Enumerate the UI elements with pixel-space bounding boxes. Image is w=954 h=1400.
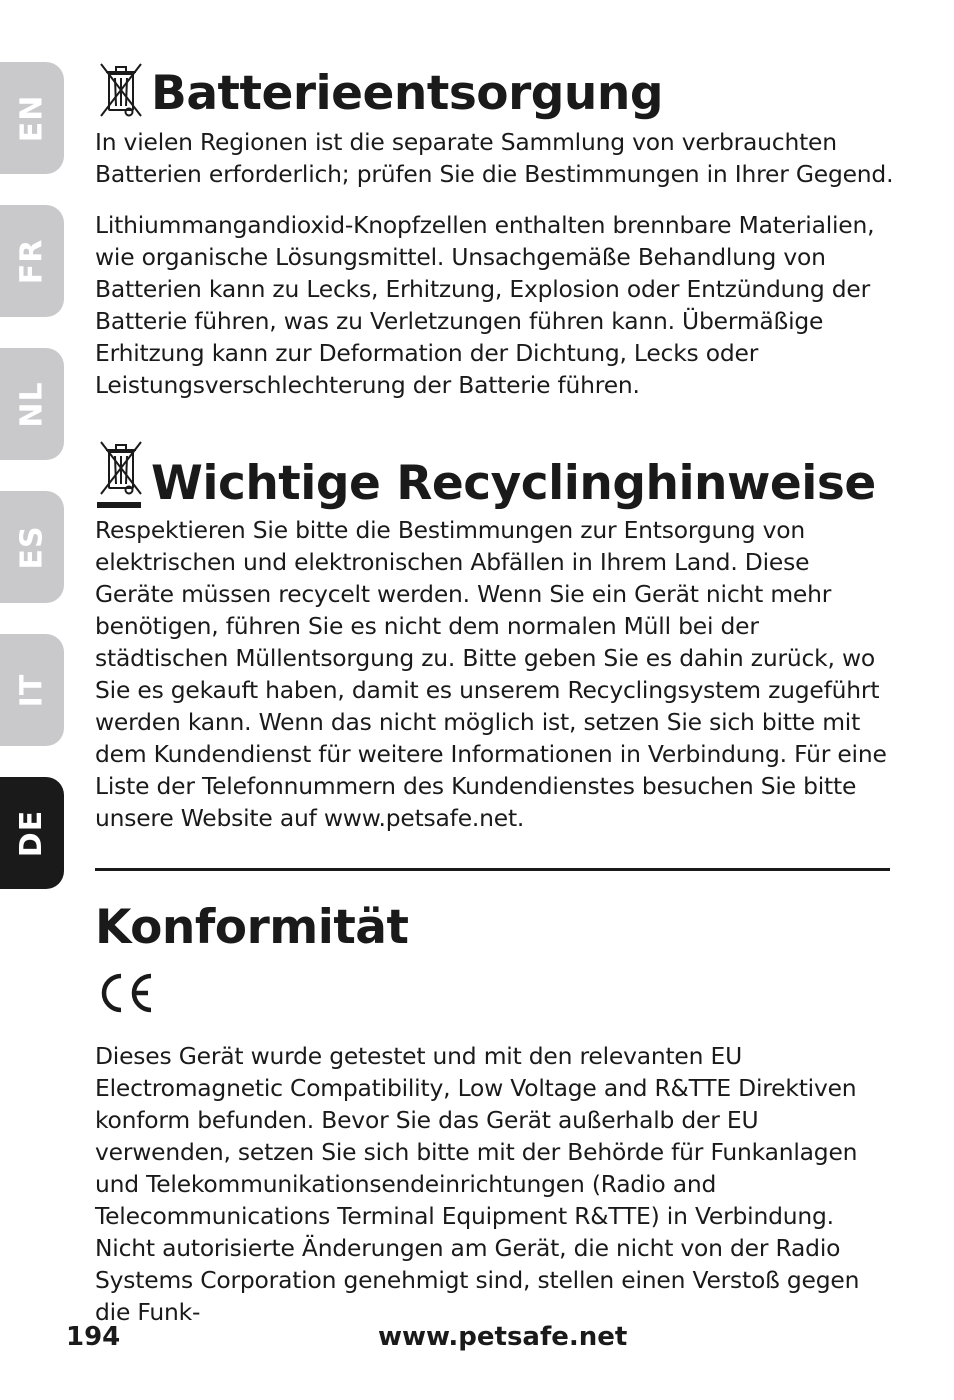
crossed-bin-icon [95,60,147,120]
page-number: 194 [66,1322,121,1352]
tab-label: ES [14,524,50,570]
recycling-heading [95,440,876,510]
section-divider [95,868,890,871]
tab-en[interactable] [0,62,64,174]
section-title: Konformität [95,900,409,955]
crossed-bin-underlined-icon [95,440,147,510]
conformity-paragraph: Dieses Gerät wurde getestet und mit den relevanten EU Electromagnetic Compatibility, Low Voltage and R&TTE Direktiven konform befunden. Bevor Sie das Gerät außerhalb der EU verwenden, setzen Sie sich bitte mit der Behörde für Funkanlagen und Telekommunikationsendeinrichtungen (Radio and Telecommunications Terminal Equipment R&TTE) in Verbindung. Nicht autorisierte Änderungen am Gerät, die nicht von der Radio Systems Corporation genehmigt sind, stellen einen Verstoß gegen die Funk- [95,1042,860,1326]
tab-de[interactable] [0,777,64,889]
tab-label: DE [14,809,50,857]
tab-es[interactable] [0,491,64,603]
tab-fr[interactable] [0,205,64,317]
tab-nl[interactable] [0,348,64,460]
section-title: Batterieentsorgung [151,66,663,121]
battery-disposal-heading [95,60,663,120]
battery-paragraph-2: Lithiummangandioxid-Knopfzellen enthalten brennbare Materialien, wie organische Lösungsmittel. Unsachgemäße Behandlung von Batterien kann zu Lecks, Erhitzung, Explosion oder Entzündung der Batterie führen, was zu Verletzungen führen kann. Übermäßige Erhitzung kann zur Deformation der Dichtung, Lecks oder Leistungsverschlechterung der Batterie führen. [95,211,875,399]
battery-paragraph-1: In vielen Regionen ist die separate Sammlung von verbrauchten Batterien erforderlich; prüfen Sie die Bestimmungen in Ihrer Gegend. [95,128,894,188]
tab-it[interactable] [0,634,64,746]
tab-label: IT [14,673,50,707]
ce-mark-icon [95,970,155,1016]
tab-label: FR [14,238,50,284]
footer-website-link[interactable]: www.petsafe.net [378,1322,628,1352]
conformity-heading [95,902,409,954]
tab-label: NL [14,380,50,428]
recycling-paragraph: Respektieren Sie bitte die Bestimmungen zur Entsorgung von elektrischen und elektronischen Abfällen in Ihrem Land. Diese Geräte müssen recycelt werden. Wenn Sie ein Gerät nicht mehr benötigen, führen Sie es nicht dem normalen Müll bei der städtischen Müllentsorgung zu. Bitte geben Sie es dahin zurück, wo Sie es gekauft haben, damit es unserem Recyclingsystem zugeführt werden kann. Wenn das nicht möglich ist, setzen Sie sich bitte mit dem Kundendienst für weitere Informationen in Verbindung. Für eine Liste der Telefonnummern des Kundendienstes besuchen Sie bitte unsere Website auf www.petsafe.net. [95,516,887,832]
tab-label: EN [14,94,50,142]
section-title: Wichtige Recyclinghinweise [151,456,876,511]
